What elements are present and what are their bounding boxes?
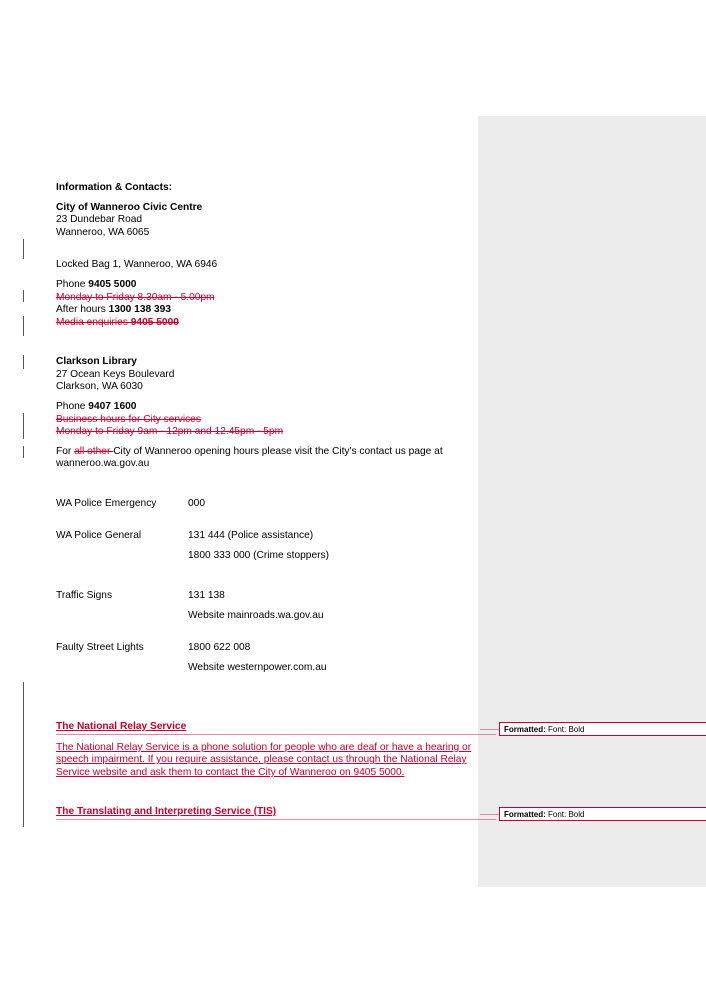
format-comment-balloon[interactable]	[499, 722, 706, 736]
deleted-hours: Monday to Friday 8.30am - 5.00pm	[56, 292, 215, 303]
comment-connector	[480, 814, 499, 815]
comment-connector	[56, 734, 496, 735]
contact-value: 1800 333 000 (Crime stoppers)	[188, 550, 330, 561]
deleted-library-hours: Monday to Friday 9am - 12pm and 12.45pm - 5pm	[56, 426, 284, 437]
civic-postal: Locked Bag 1, Wanneroo, WA 6946	[56, 259, 218, 270]
library-phone-line	[56, 401, 136, 414]
library-street: 27 Ocean Keys Boulevard	[56, 369, 175, 380]
change-bar	[23, 413, 24, 439]
contact-label: Faulty Street Lights	[56, 642, 144, 653]
library-name: Clarkson Library	[56, 356, 137, 367]
opening-rest: City of Wanneroo opening hours please visit the City's contact us page at	[113, 446, 443, 457]
civic-phone: 9405 5000	[88, 279, 137, 290]
change-bar	[23, 239, 24, 259]
markup-pane	[478, 116, 706, 887]
deleted-media-line	[56, 317, 179, 330]
civic-phone-line	[56, 279, 136, 292]
phone-label: Phone	[56, 279, 89, 290]
comment-connector	[480, 729, 499, 730]
change-bar	[23, 682, 24, 827]
opening-prefix: For	[56, 446, 75, 457]
library-phone: 9407 1600	[88, 401, 137, 412]
website-link[interactable]: wanneroo.wa.gov.au	[56, 458, 150, 469]
relay-body-line: speech impairment. If you require assistance, please contact us through the National Relay	[56, 754, 467, 765]
after-hours-line	[56, 304, 171, 317]
after-hours-label: After hours	[56, 304, 109, 315]
media-label: Media enquiries	[56, 317, 131, 328]
contact-value: 131 138	[188, 590, 225, 601]
contact-label: WA Police General	[56, 530, 142, 541]
deleted-words: all other	[74, 446, 114, 457]
after-hours-phone: 1300 138 393	[108, 304, 171, 315]
relay-body-line: Service website and ask them to contact the City of Wanneroo on 9405 5000.	[56, 767, 405, 778]
comment-text: Font: Bold	[545, 810, 585, 819]
relay-body-line: The National Relay Service is a phone solution for people who are deaf or have a hearing or	[56, 742, 472, 753]
contact-value: Website westernpower.com.au	[188, 662, 327, 673]
tis-title: The Translating and Interpreting Service (TIS)	[56, 806, 277, 817]
comment-label: Formatted:	[504, 725, 546, 734]
civic-street: 23 Dundebar Road	[56, 214, 143, 225]
library-suburb: Clarkson, WA 6030	[56, 381, 143, 392]
civic-centre-name: City of Wanneroo Civic Centre	[56, 202, 203, 213]
relay-title: The National Relay Service	[56, 721, 187, 732]
change-bar	[23, 355, 24, 369]
comment-connector	[56, 819, 496, 820]
contact-value: Website mainroads.wa.gov.au	[188, 610, 324, 621]
deleted-business-hours: Business hours for City services	[56, 414, 201, 425]
comment-label: Formatted:	[504, 810, 546, 819]
section-heading: Information & Contacts:	[56, 182, 173, 193]
opening-hours-line	[56, 446, 443, 459]
format-comment-balloon[interactable]	[499, 807, 706, 821]
change-bar	[23, 290, 24, 302]
phone-label: Phone	[56, 401, 89, 412]
media-phone: 9405 5000	[130, 317, 179, 328]
change-bar	[23, 446, 24, 458]
change-bar	[23, 316, 24, 336]
contact-label: Traffic Signs	[56, 590, 113, 601]
comment-text: Font: Bold	[545, 725, 585, 734]
contact-value: 131 444 (Police assistance)	[188, 530, 314, 541]
contact-label: WA Police Emergency	[56, 498, 157, 509]
civic-suburb: Wanneroo, WA 6065	[56, 227, 150, 238]
contact-value: 1800 622 008	[188, 642, 251, 653]
contact-value: 000	[188, 498, 205, 509]
